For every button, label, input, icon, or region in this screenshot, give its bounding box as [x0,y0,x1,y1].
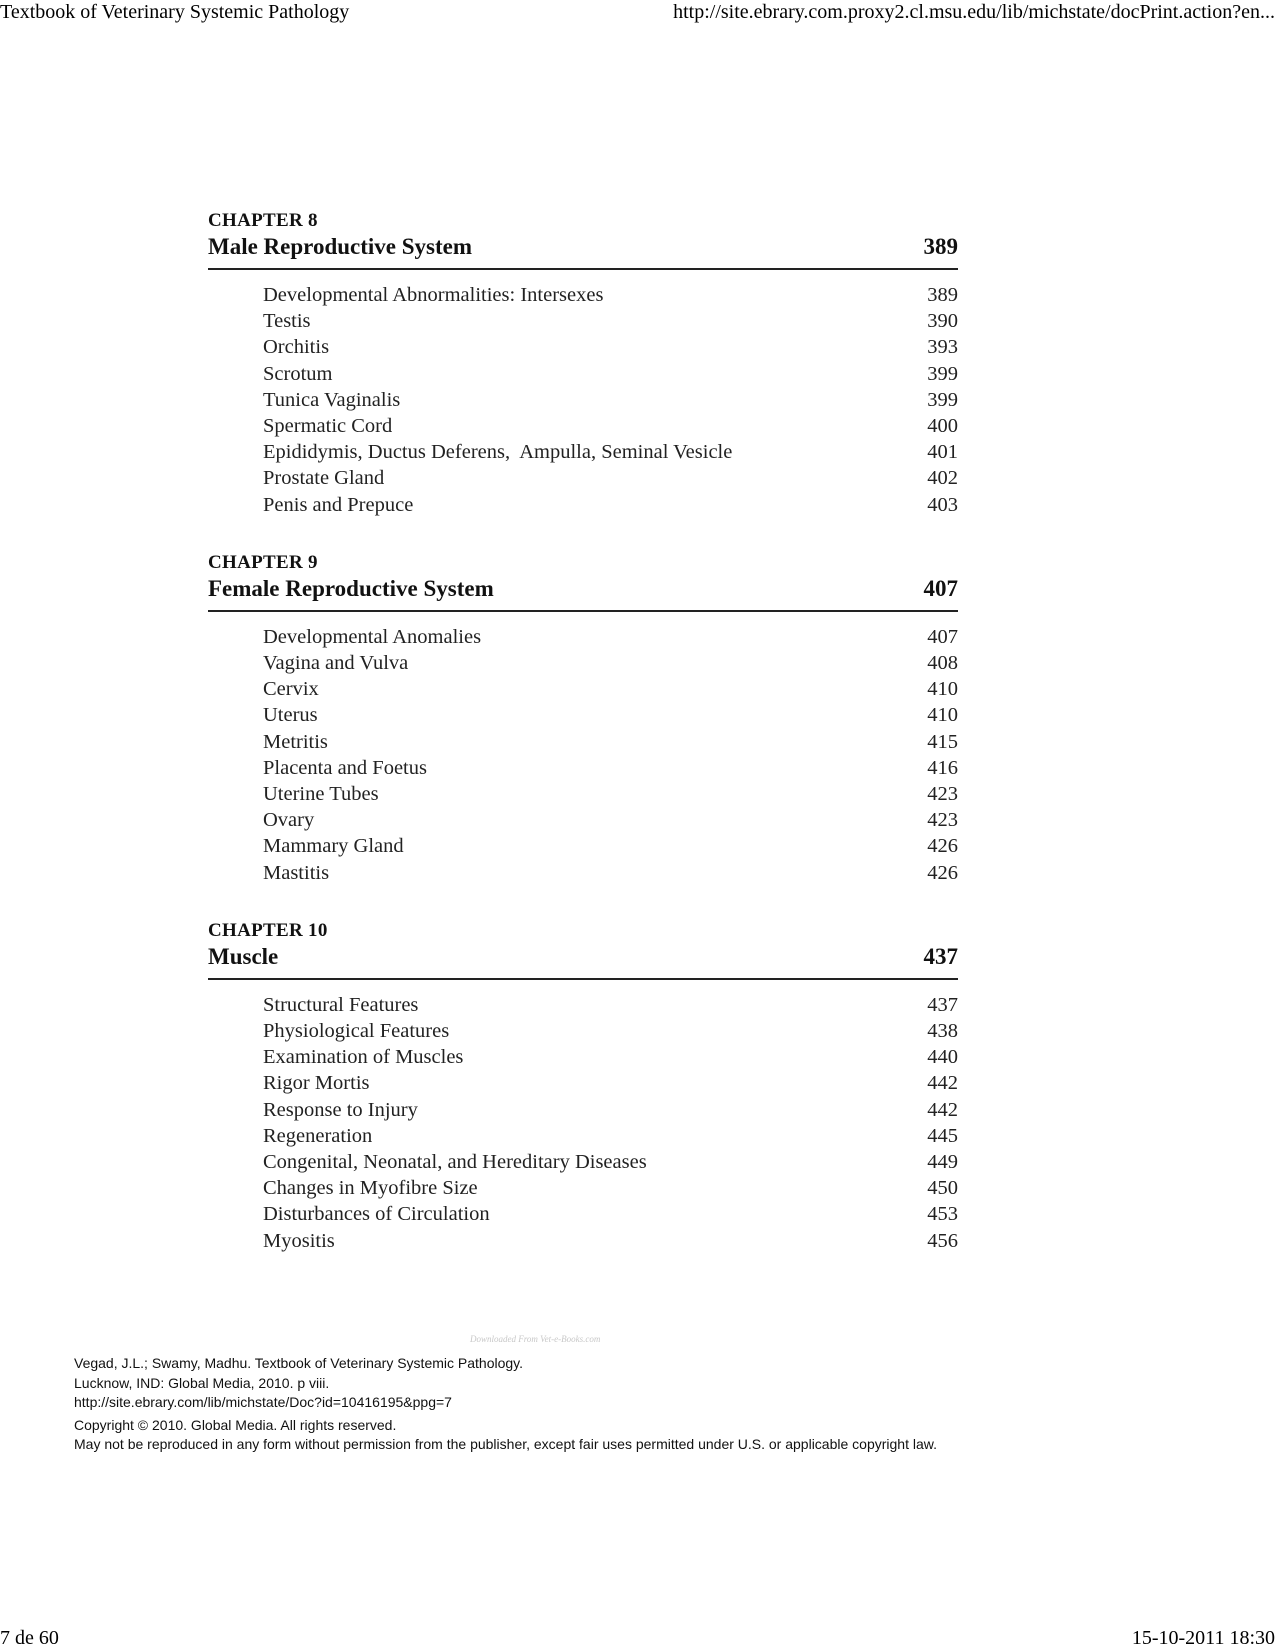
watermark-text: Downloaded From Vet-e-Books.com [470,1334,601,1344]
chapter-entries [208,624,958,886]
toc-entry [208,1149,958,1175]
toc-entry [208,755,958,781]
entry-title: Orchitis [263,336,330,359]
entry-page: 449 [927,1151,958,1174]
toc-entry [208,676,958,702]
entry-page: 423 [927,809,958,832]
entry-title: Developmental Anomalies [263,625,482,648]
entry-page: 400 [927,415,958,438]
copyright-notice: Copyright © 2010. Global Media. All rights reserved. [74,1416,397,1433]
chapter-title: Male Reproductive System [208,234,473,259]
chapter-label: CHAPTER 9 [208,551,318,573]
citation-block [74,1354,937,1455]
chapter-entries [208,282,958,518]
toc-entry [208,729,958,755]
chapter-page: 437 [923,943,958,969]
toc-entry [208,833,958,859]
toc-entry [208,702,958,728]
entry-page: 415 [927,730,958,753]
entry-page: 440 [927,1046,958,1069]
entry-title: Regeneration [263,1124,373,1147]
entry-page: 399 [927,362,958,385]
entry-page: 438 [927,1020,958,1043]
entry-page: 453 [927,1203,958,1226]
toc-entry [208,334,958,360]
entry-page: 426 [927,835,958,858]
toc-entry [208,308,958,334]
toc-entry [208,439,958,465]
entry-title: Placenta and Foetus [263,756,427,779]
print-datetime: 15-10-2011 18:30 [1131,1627,1275,1649]
toc-entry [208,387,958,413]
entry-title: Tunica Vaginalis [263,388,401,411]
entry-title: Uterine Tubes [263,783,379,806]
entry-page: 408 [927,652,958,675]
entry-title: Cervix [263,678,319,701]
entry-page: 390 [927,310,958,333]
entry-page: 393 [927,336,958,359]
entry-title: Myositis [263,1229,335,1252]
toc-entry [208,1228,958,1254]
entry-title: Rigor Mortis [263,1072,370,1095]
chapter-heading [208,942,958,980]
entry-title: Spermatic Cord [263,415,393,438]
toc-entry [208,624,958,650]
toc-entry [208,492,958,518]
entry-page: 426 [927,861,958,884]
toc-entry [208,361,958,387]
entry-title: Physiological Features [263,1020,450,1043]
toc-entry [208,992,958,1018]
entry-title: Congenital, Neonatal, and Hereditary Diseases [263,1151,647,1174]
print-header-url: http://site.ebrary.com.proxy2.cl.msu.edu/lib/michstate/docPrint.action?en... [673,1,1275,23]
entry-page: 403 [927,493,958,516]
entry-title: Examination of Muscles [263,1046,464,1069]
toc-entry [208,1070,958,1096]
toc-entry [208,650,958,676]
citation-publisher: Lucknow, IND: Global Media, 2010. p viii. [74,1374,330,1391]
citation-link[interactable]: http://site.ebrary.com/lib/michstate/Doc?id=10416195&ppg=7 [74,1394,452,1410]
chapter-heading [208,232,958,270]
toc-entry [208,1123,958,1149]
entry-title: Vagina and Vulva [263,652,409,675]
toc-entry [208,781,958,807]
toc-entry [208,413,958,439]
toc-entry [208,807,958,833]
reproduction-notice: May not be reproduced in any form without permission from the publisher, except fair uses permitted under U.S. or applicable copyright law. [74,1436,937,1452]
chapter-page: 407 [923,575,958,601]
entry-title: Metritis [263,730,328,753]
toc-entry [208,1175,958,1201]
chapter-title: Female Reproductive System [208,575,494,601]
entry-title: Mastitis [263,861,330,884]
entry-page: 402 [927,467,958,490]
chapter-entries [208,992,958,1254]
toc-entry [208,465,958,491]
entry-title: Uterus [263,704,318,727]
chapter-9-section [208,552,958,886]
toc-entry [208,1201,958,1227]
entry-page: 445 [927,1124,958,1147]
entry-page: 401 [927,441,958,464]
entry-title: Structural Features [263,993,419,1016]
entry-title: Ovary [263,809,315,832]
entry-title: Response to Injury [263,1098,418,1121]
entry-title: Prostate Gland [263,467,385,490]
chapter-page: 389 [923,234,958,259]
print-page-count: 7 de 60 [0,1627,59,1649]
entry-page: 410 [927,704,958,727]
entry-page: 389 [927,284,958,306]
chapter-label: CHAPTER 8 [208,210,318,231]
toc-entry [208,1018,958,1044]
entry-page: 407 [927,625,958,648]
entry-page: 442 [927,1072,958,1095]
toc-entry [208,1097,958,1123]
entry-page: 442 [927,1098,958,1121]
entry-page: 437 [927,993,958,1016]
entry-title: Mammary Gland [263,835,404,858]
entry-title: Epididymis, Ductus Deferens, Ampulla, Seminal Vesicle [263,441,733,464]
entry-page: 423 [927,783,958,806]
entry-page: 456 [927,1229,958,1252]
entry-page: 399 [927,388,958,411]
entry-page: 416 [927,756,958,779]
entry-page: 410 [927,678,958,701]
entry-title: Changes in Myofibre Size [263,1177,478,1200]
toc-entry [208,282,958,308]
chapter-label: CHAPTER 10 [208,919,328,941]
entry-title: Penis and Prepuce [263,493,414,516]
entry-title: Scrotum [263,362,333,385]
table-of-contents [208,210,958,1288]
toc-entry [208,1044,958,1070]
chapter-8-section [208,210,958,518]
chapter-10-section [208,920,958,1254]
entry-page: 450 [927,1177,958,1200]
chapter-title: Muscle [208,943,279,969]
entry-title: Developmental Abnormalities: Intersexes [263,284,604,306]
entry-title: Disturbances of Circulation [263,1203,490,1226]
citation-authors: Vegad, J.L.; Swamy, Madhu. Textbook of Veterinary Systemic Pathology. [74,1355,524,1371]
entry-title: Testis [263,310,311,333]
toc-entry [208,860,958,886]
print-header-title: Textbook of Veterinary Systemic Pathology [0,1,350,23]
chapter-heading [208,574,958,612]
